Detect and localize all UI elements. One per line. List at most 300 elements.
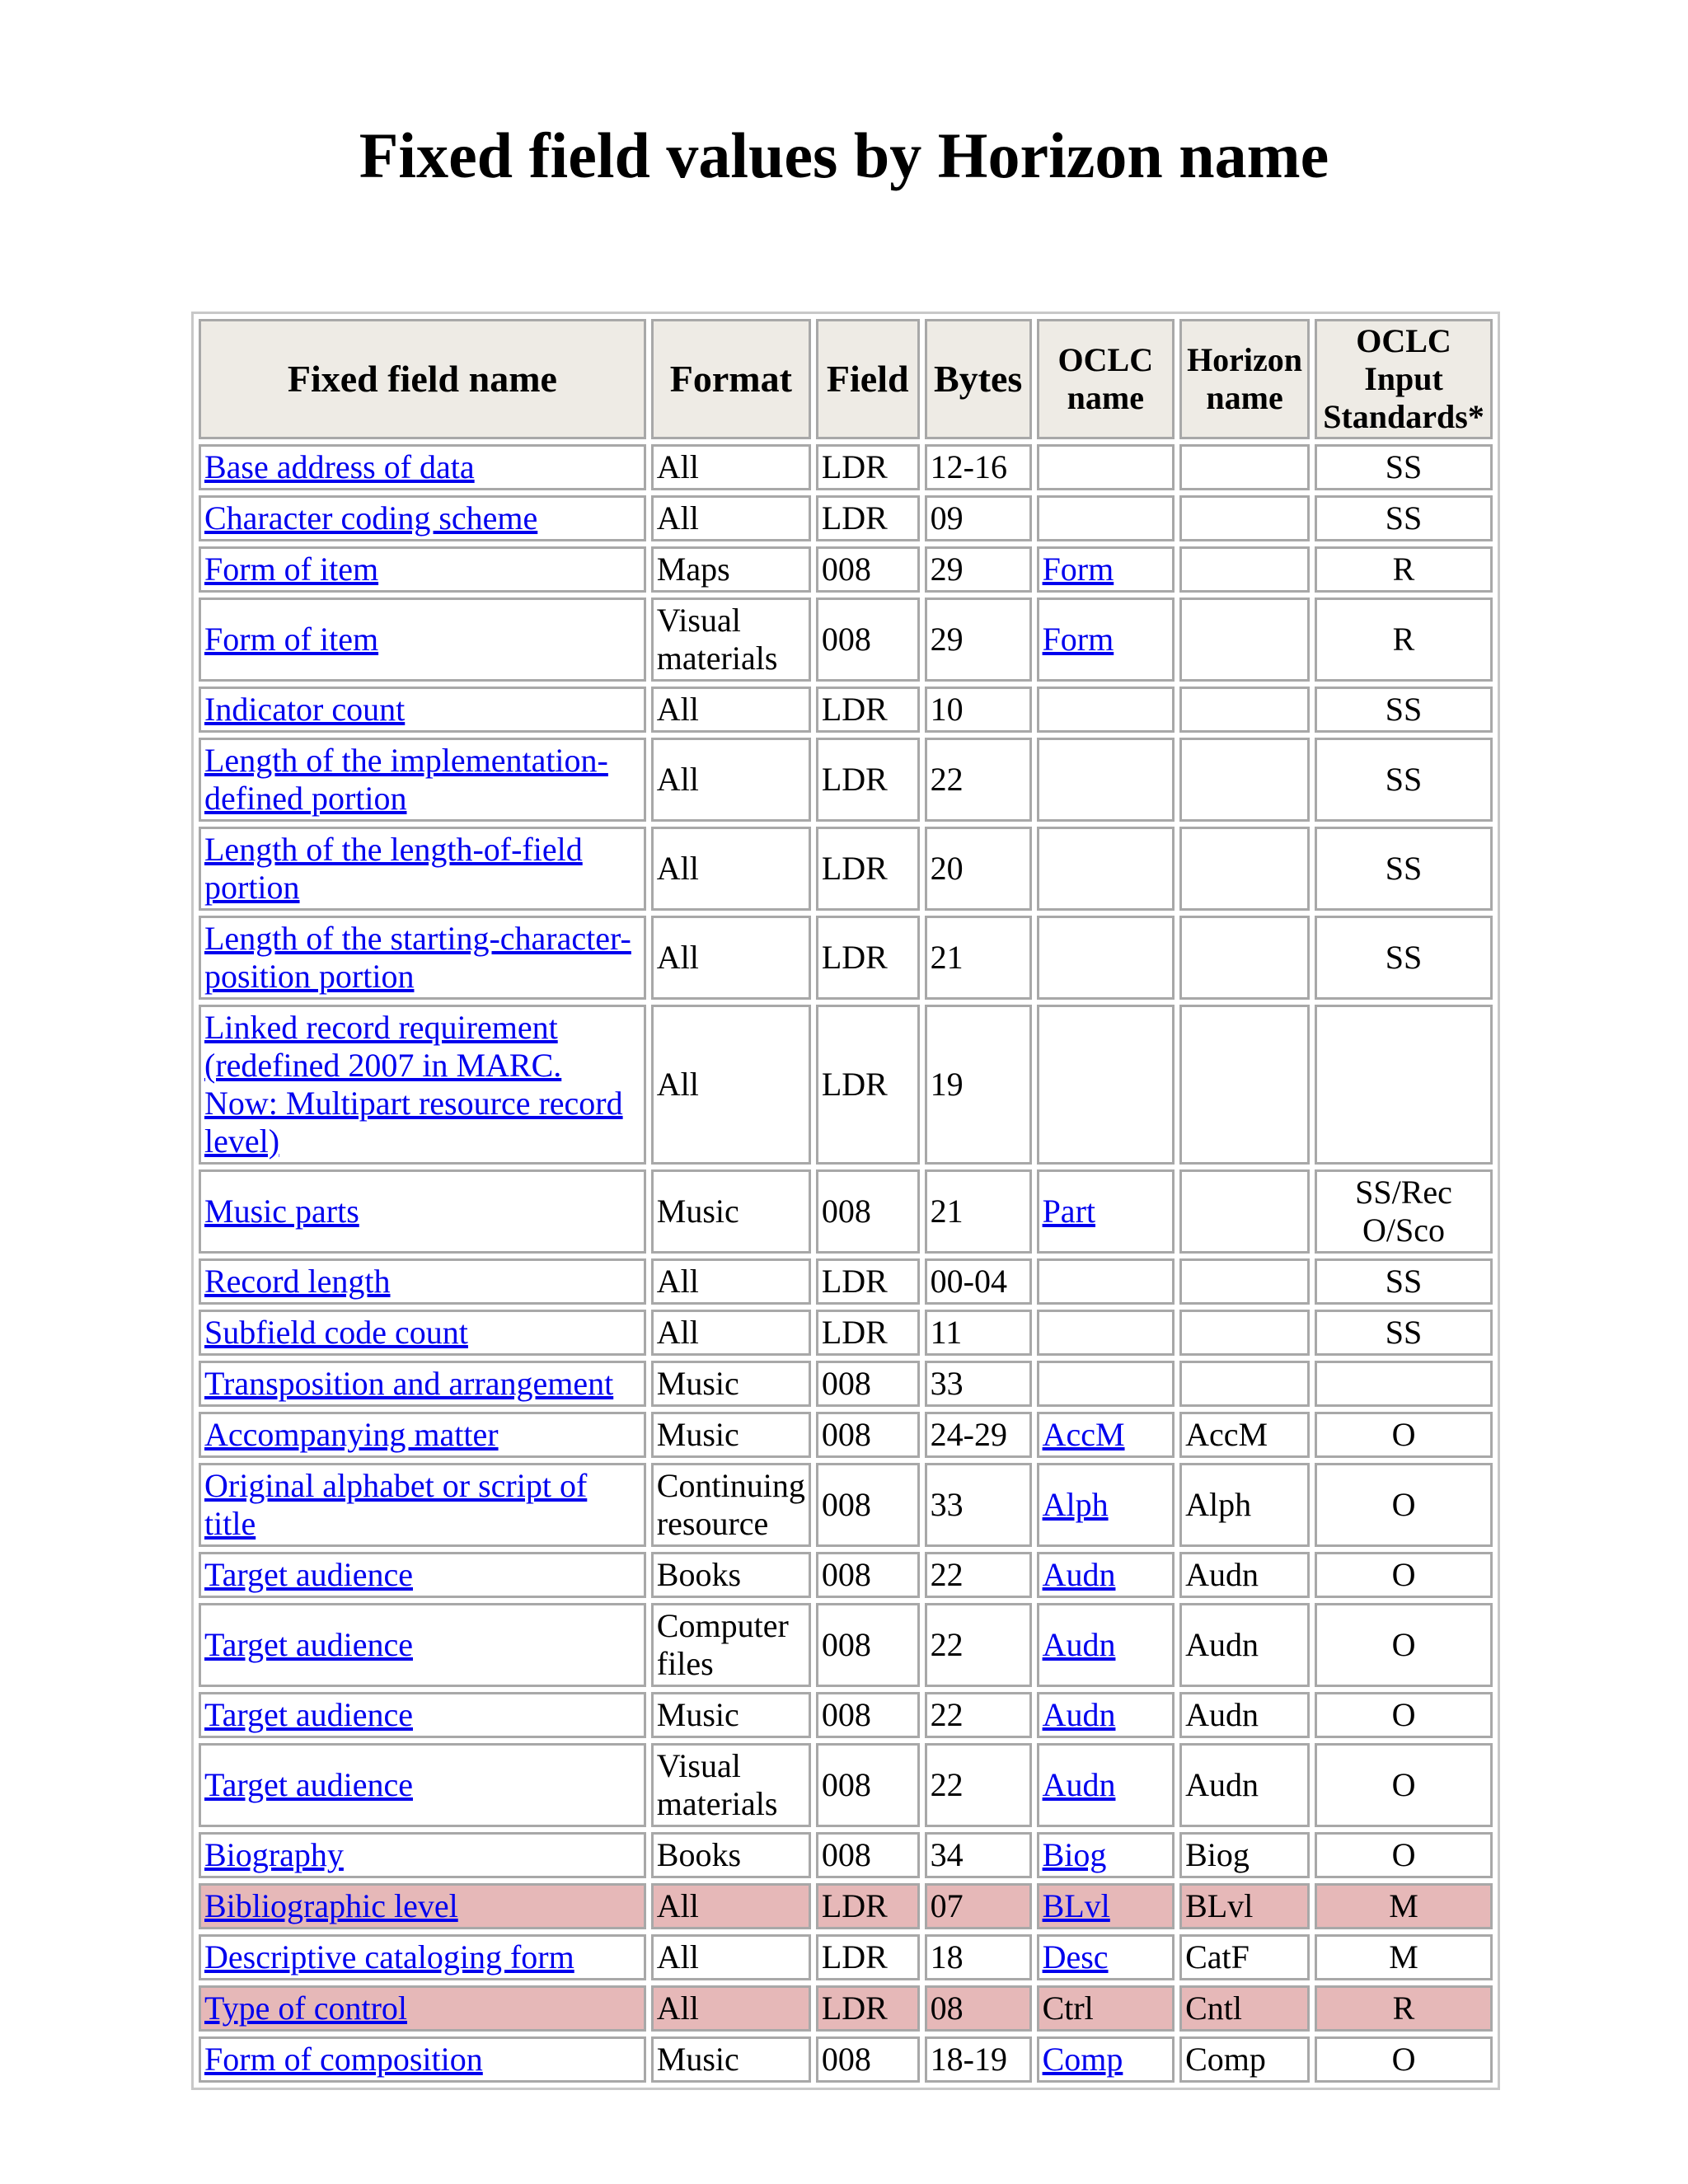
field-value: LDR (821, 448, 888, 485)
cell-oclc-name (1037, 1603, 1175, 1687)
field-value: LDR (821, 1263, 888, 1300)
oclc-name-link[interactable]: Alph (1042, 1486, 1109, 1523)
cell-field (816, 827, 920, 911)
bytes-value: 29 (930, 551, 964, 588)
bytes-value: 22 (930, 1556, 964, 1593)
cell-field (816, 1258, 920, 1305)
fixed-field-name-link[interactable]: Length of the starting-character-position portion (204, 920, 631, 995)
format-value: Music (656, 1416, 739, 1453)
bytes-value: 22 (930, 1696, 964, 1733)
cell-field (816, 1412, 920, 1458)
header-fixed-field-name: Fixed field name (199, 319, 646, 439)
cell-horizon-name (1179, 1934, 1310, 1980)
cell-oclc-name (1037, 1985, 1175, 2032)
table-row (199, 1883, 1493, 1929)
fixed-field-name-link[interactable]: Biography (204, 1836, 344, 1873)
cell-format (651, 1361, 811, 1407)
format-value: All (656, 1990, 699, 2027)
horizon-name-value: Audn (1185, 1766, 1259, 1803)
format-value: Visual materials (656, 1747, 778, 1822)
cell-format (651, 1985, 811, 2032)
bytes-value: 00-04 (930, 1263, 1007, 1300)
cell-format (651, 598, 811, 682)
oclc-input-standard-value: SS (1385, 939, 1423, 976)
cell-oclc-input-standard (1315, 1005, 1493, 1165)
table-row (199, 1310, 1493, 1356)
cell-fixed-field-name (199, 1883, 646, 1929)
cell-format (651, 495, 811, 541)
cell-field (816, 1985, 920, 2032)
format-value: All (656, 1938, 699, 1975)
cell-format (651, 546, 811, 593)
table-row (199, 1692, 1493, 1738)
format-value: All (656, 1314, 699, 1351)
cell-oclc-input-standard (1315, 1692, 1493, 1738)
cell-oclc-name (1037, 1883, 1175, 1929)
cell-fixed-field-name (199, 1832, 646, 1878)
oclc-name-link[interactable]: BLvl (1042, 1887, 1110, 1924)
field-value: 008 (821, 1416, 871, 1453)
table-row (199, 687, 1493, 733)
field-value: 008 (821, 1486, 871, 1523)
format-value: All (656, 448, 699, 485)
cell-horizon-name (1179, 1552, 1310, 1598)
cell-horizon-name (1179, 1603, 1310, 1687)
cell-oclc-input-standard (1315, 1169, 1493, 1254)
fixed-field-name-link[interactable]: Form of item (204, 551, 379, 588)
oclc-input-standard-value: R (1392, 621, 1415, 658)
bytes-value: 34 (930, 1836, 964, 1873)
bytes-value: 33 (930, 1365, 964, 1402)
cell-oclc-input-standard (1315, 1603, 1493, 1687)
format-value: Maps (656, 551, 730, 588)
cell-bytes (925, 546, 1032, 593)
bytes-value: 24-29 (930, 1416, 1007, 1453)
fixed-field-name-link[interactable]: Original alphabet or script of title (204, 1467, 588, 1542)
cell-horizon-name (1179, 1361, 1310, 1407)
fixed-field-name-link[interactable]: Target audience (204, 1626, 413, 1663)
field-value: 008 (821, 551, 871, 588)
cell-field (816, 1743, 920, 1827)
table-row (199, 1463, 1493, 1547)
format-value: All (656, 850, 699, 887)
format-value: Computer files (656, 1607, 789, 1682)
oclc-name-link[interactable]: Audn (1042, 1626, 1116, 1663)
cell-bytes (925, 1258, 1032, 1305)
cell-bytes (925, 916, 1032, 1000)
oclc-input-standard-value: SS (1385, 499, 1423, 537)
field-value: 008 (821, 1556, 871, 1593)
cell-oclc-input-standard (1315, 687, 1493, 733)
field-value: 008 (821, 1365, 871, 1402)
bytes-value: 21 (930, 1193, 964, 1230)
header-horizon-name: Horizon name (1179, 319, 1310, 439)
cell-oclc-input-standard (1315, 598, 1493, 682)
oclc-name-link[interactable]: Audn (1042, 1766, 1116, 1803)
cell-bytes (925, 1361, 1032, 1407)
cell-oclc-name (1037, 1934, 1175, 1980)
cell-oclc-name (1037, 1832, 1175, 1878)
cell-horizon-name (1179, 1832, 1310, 1878)
cell-field (816, 916, 920, 1000)
bytes-value: 07 (930, 1887, 964, 1924)
cell-bytes (925, 738, 1032, 822)
oclc-input-standard-value: SS (1385, 448, 1423, 485)
oclc-input-standard-value: SS (1385, 1314, 1423, 1351)
cell-bytes (925, 2036, 1032, 2083)
cell-horizon-name (1179, 2036, 1310, 2083)
cell-horizon-name (1179, 1412, 1310, 1458)
cell-field (816, 546, 920, 593)
oclc-name-link[interactable]: Form (1042, 551, 1114, 588)
page-title: Fixed field values by Horizon name (359, 120, 1329, 191)
fixed-field-name-link[interactable]: Character coding scheme (204, 499, 538, 537)
cell-bytes (925, 1985, 1032, 2032)
fixed-field-name-link[interactable]: Indicator count (204, 691, 406, 728)
oclc-name-link[interactable]: Audn (1042, 1696, 1116, 1733)
cell-horizon-name (1179, 1463, 1310, 1547)
field-value: LDR (821, 499, 888, 537)
cell-field (816, 738, 920, 822)
format-value: Music (656, 1193, 739, 1230)
cell-oclc-name (1037, 598, 1175, 682)
cell-bytes (925, 1603, 1032, 1687)
cell-field (816, 687, 920, 733)
fixed-field-name-link[interactable]: Target audience (204, 1556, 413, 1593)
bytes-value: 10 (930, 691, 964, 728)
format-value: All (656, 691, 699, 728)
field-value: LDR (821, 1938, 888, 1975)
bytes-value: 18 (930, 1938, 964, 1975)
cell-fixed-field-name (199, 1005, 646, 1165)
cell-field (816, 1934, 920, 1980)
bytes-value: 29 (930, 621, 964, 658)
bytes-value: 12-16 (930, 448, 1007, 485)
table-row (199, 1169, 1493, 1254)
field-value: 008 (821, 1193, 871, 1230)
cell-oclc-name (1037, 916, 1175, 1000)
table-row (199, 1985, 1493, 2032)
cell-oclc-name (1037, 687, 1175, 733)
fixed-field-name-link[interactable]: Transposition and arrangement (204, 1365, 614, 1402)
table-row (199, 1361, 1493, 1407)
field-value: LDR (821, 761, 888, 798)
cell-oclc-name (1037, 827, 1175, 911)
format-value: All (656, 1066, 699, 1103)
horizon-name-value: CatF (1185, 1938, 1250, 1975)
cell-oclc-input-standard (1315, 1412, 1493, 1458)
oclc-input-standard-value: O (1391, 1836, 1416, 1873)
cell-fixed-field-name (199, 1169, 646, 1254)
cell-horizon-name (1179, 1005, 1310, 1165)
fixed-field-name-link[interactable]: Form of item (204, 621, 379, 658)
cell-bytes (925, 1310, 1032, 1356)
header-format: Format (651, 319, 811, 439)
cell-bytes (925, 1883, 1032, 1929)
cell-field (816, 1463, 920, 1547)
cell-oclc-name (1037, 1552, 1175, 1598)
cell-oclc-name (1037, 1743, 1175, 1827)
field-value: 008 (821, 1626, 871, 1663)
field-value: LDR (821, 850, 888, 887)
field-value: 008 (821, 1766, 871, 1803)
cell-field (816, 1552, 920, 1598)
cell-oclc-input-standard (1315, 916, 1493, 1000)
bytes-value: 22 (930, 1626, 964, 1663)
cell-horizon-name (1179, 1692, 1310, 1738)
cell-oclc-input-standard (1315, 2036, 1493, 2083)
cell-oclc-name (1037, 738, 1175, 822)
cell-oclc-input-standard (1315, 495, 1493, 541)
bytes-value: 33 (930, 1486, 964, 1523)
field-value: 008 (821, 2041, 871, 2078)
oclc-input-standard-value: R (1392, 1990, 1415, 2027)
cell-horizon-name (1179, 598, 1310, 682)
cell-format (651, 1743, 811, 1827)
oclc-input-standard-value: O (1391, 1486, 1416, 1523)
oclc-name-link[interactable]: Audn (1042, 1556, 1116, 1593)
cell-horizon-name (1179, 1169, 1310, 1254)
cell-bytes (925, 1463, 1032, 1547)
table-row (199, 1258, 1493, 1305)
format-value: Visual materials (656, 602, 778, 677)
field-value: LDR (821, 939, 888, 976)
oclc-name-link[interactable]: Form (1042, 621, 1114, 658)
table-row (199, 1005, 1493, 1165)
fixed-field-name-link[interactable]: Type of control (204, 1990, 408, 2027)
cell-bytes (925, 1692, 1032, 1738)
oclc-input-standard-value: O (1391, 1416, 1416, 1453)
horizon-name-value: Alph (1185, 1486, 1252, 1523)
cell-format (651, 1832, 811, 1878)
cell-fixed-field-name (199, 1412, 646, 1458)
cell-fixed-field-name (199, 827, 646, 911)
fixed-field-name-link[interactable]: Bibliographic level (204, 1887, 458, 1924)
table-row (199, 444, 1493, 490)
fixed-field-name-link[interactable]: Music parts (204, 1193, 359, 1230)
oclc-name-link[interactable]: Desc (1042, 1938, 1109, 1975)
cell-horizon-name (1179, 444, 1310, 490)
cell-horizon-name (1179, 738, 1310, 822)
cell-field (816, 1692, 920, 1738)
horizon-name-value: Audn (1185, 1556, 1259, 1593)
table-row (199, 738, 1493, 822)
bytes-value: 22 (930, 761, 964, 798)
oclc-name-link[interactable]: Comp (1042, 2041, 1123, 2078)
cell-oclc-input-standard (1315, 1258, 1493, 1305)
fixed-field-name-link[interactable]: Descriptive cataloging form (204, 1938, 574, 1975)
cell-oclc-name (1037, 1310, 1175, 1356)
cell-horizon-name (1179, 1743, 1310, 1827)
format-value: All (656, 761, 699, 798)
cell-format (651, 916, 811, 1000)
cell-format (651, 827, 811, 911)
horizon-name-value: Audn (1185, 1696, 1259, 1733)
table-row (199, 1743, 1493, 1827)
cell-fixed-field-name (199, 1258, 646, 1305)
field-value: LDR (821, 1887, 888, 1924)
header-oclc-input-standards: OCLC Input Standards* (1315, 319, 1493, 439)
oclc-input-standard-value: O (1391, 1766, 1416, 1803)
cell-bytes (925, 444, 1032, 490)
oclc-input-standard-value: O (1391, 1556, 1416, 1593)
cell-field (816, 1361, 920, 1407)
cell-format (651, 1310, 811, 1356)
cell-horizon-name (1179, 1258, 1310, 1305)
cell-oclc-input-standard (1315, 1552, 1493, 1598)
horizon-name-value: Cntl (1185, 1990, 1242, 2027)
fixed-field-name-link[interactable]: Length of the length-of-field portion (204, 831, 583, 906)
cell-oclc-input-standard (1315, 738, 1493, 822)
fixed-field-name-link[interactable]: Target audience (204, 1766, 413, 1803)
cell-bytes (925, 1934, 1032, 1980)
table-row (199, 1552, 1493, 1598)
cell-oclc-name (1037, 444, 1175, 490)
cell-horizon-name (1179, 1883, 1310, 1929)
format-value: All (656, 499, 699, 537)
cell-fixed-field-name (199, 444, 646, 490)
bytes-value: 18-19 (930, 2041, 1007, 2078)
cell-oclc-name (1037, 1692, 1175, 1738)
bytes-value: 11 (930, 1314, 963, 1351)
oclc-name-link[interactable]: Biog (1042, 1836, 1107, 1873)
table-row (199, 2036, 1493, 2083)
fixed-field-name-link[interactable]: Record length (204, 1263, 391, 1300)
cell-format (651, 2036, 811, 2083)
cell-fixed-field-name (199, 1692, 646, 1738)
format-value: Books (656, 1556, 742, 1593)
oclc-input-standard-value: R (1392, 551, 1415, 588)
format-value: All (656, 939, 699, 976)
cell-format (651, 1934, 811, 1980)
cell-oclc-name (1037, 2036, 1175, 2083)
cell-fixed-field-name (199, 1463, 646, 1547)
cell-field (816, 444, 920, 490)
cell-oclc-name (1037, 1005, 1175, 1165)
cell-field (816, 2036, 920, 2083)
cell-horizon-name (1179, 916, 1310, 1000)
cell-bytes (925, 687, 1032, 733)
cell-field (816, 1603, 920, 1687)
bytes-value: 22 (930, 1766, 964, 1803)
fixed-field-name-link[interactable]: Base address of data (204, 448, 475, 485)
format-value: All (656, 1887, 699, 1924)
field-value: LDR (821, 1990, 888, 2027)
cell-horizon-name (1179, 495, 1310, 541)
cell-oclc-input-standard (1315, 1883, 1493, 1929)
cell-format (651, 444, 811, 490)
table-row (199, 1832, 1493, 1878)
field-value: 008 (821, 1696, 871, 1733)
cell-fixed-field-name (199, 687, 646, 733)
fixed-field-name-link[interactable]: Target audience (204, 1696, 413, 1733)
cell-oclc-name (1037, 1412, 1175, 1458)
format-value: Books (656, 1836, 742, 1873)
table-row (199, 598, 1493, 682)
oclc-name-link[interactable]: AccM (1042, 1416, 1125, 1453)
cell-fixed-field-name (199, 2036, 646, 2083)
cell-fixed-field-name (199, 1603, 646, 1687)
header-field: Field (816, 319, 920, 439)
cell-field (816, 1169, 920, 1254)
cell-horizon-name (1179, 827, 1310, 911)
cell-format (651, 1692, 811, 1738)
table-row (199, 1412, 1493, 1458)
horizon-name-value: AccM (1185, 1416, 1268, 1453)
cell-fixed-field-name (199, 1310, 646, 1356)
fixed-field-name-link[interactable]: Subfield code count (204, 1314, 468, 1351)
cell-oclc-input-standard (1315, 444, 1493, 490)
oclc-input-standard-value: O (1391, 1696, 1416, 1733)
table-row (199, 1934, 1493, 1980)
cell-field (816, 598, 920, 682)
cell-oclc-input-standard (1315, 1310, 1493, 1356)
format-value: Continuing resource (656, 1467, 805, 1542)
table-header-row (199, 319, 1493, 439)
cell-oclc-input-standard (1315, 1934, 1493, 1980)
fixed-field-name-link[interactable]: Linked record requirement (redefined 2007 in MARC. Now: Multipart resource record level) (204, 1009, 623, 1160)
cell-bytes (925, 1005, 1032, 1165)
cell-format (651, 1169, 811, 1254)
cell-bytes (925, 827, 1032, 911)
cell-fixed-field-name (199, 916, 646, 1000)
fixed-field-name-link[interactable]: Length of the implementation-defined portion (204, 742, 608, 817)
horizon-name-value: BLvl (1185, 1887, 1254, 1924)
cell-fixed-field-name (199, 1985, 646, 2032)
oclc-input-standard-value: SS (1385, 1263, 1423, 1300)
horizon-name-value: Audn (1185, 1626, 1259, 1663)
format-value: All (656, 1263, 699, 1300)
table-row (199, 1603, 1493, 1687)
cell-oclc-name (1037, 495, 1175, 541)
table-row (199, 495, 1493, 541)
cell-field (816, 1005, 920, 1165)
cell-fixed-field-name (199, 1361, 646, 1407)
cell-format (651, 1412, 811, 1458)
horizon-name-value: Biog (1185, 1836, 1250, 1873)
cell-oclc-input-standard (1315, 1463, 1493, 1547)
cell-oclc-input-standard (1315, 546, 1493, 593)
format-value: Music (656, 1696, 739, 1733)
fixed-field-name-link[interactable]: Form of composition (204, 2041, 483, 2078)
cell-format (651, 1603, 811, 1687)
field-value: LDR (821, 1314, 888, 1351)
cell-format (651, 1883, 811, 1929)
cell-bytes (925, 1832, 1032, 1878)
cell-fixed-field-name (199, 1934, 646, 1980)
cell-oclc-name (1037, 1258, 1175, 1305)
bytes-value: 19 (930, 1066, 964, 1103)
bytes-value: 08 (930, 1990, 964, 2027)
cell-format (651, 1552, 811, 1598)
fixed-field-table (191, 312, 1500, 2090)
cell-oclc-input-standard (1315, 1743, 1493, 1827)
field-value: LDR (821, 1066, 888, 1103)
cell-field (816, 495, 920, 541)
cell-oclc-name (1037, 1361, 1175, 1407)
table-row (199, 827, 1493, 911)
fixed-field-name-link[interactable]: Accompanying matter (204, 1416, 499, 1453)
cell-format (651, 738, 811, 822)
oclc-input-standard-value: M (1389, 1887, 1418, 1924)
oclc-name-link[interactable]: Part (1042, 1193, 1095, 1230)
bytes-value: 20 (930, 850, 964, 887)
format-value: Music (656, 1365, 739, 1402)
format-value: Music (656, 2041, 739, 2078)
oclc-input-standard-value: M (1389, 1938, 1418, 1975)
cell-fixed-field-name (199, 598, 646, 682)
cell-fixed-field-name (199, 546, 646, 593)
